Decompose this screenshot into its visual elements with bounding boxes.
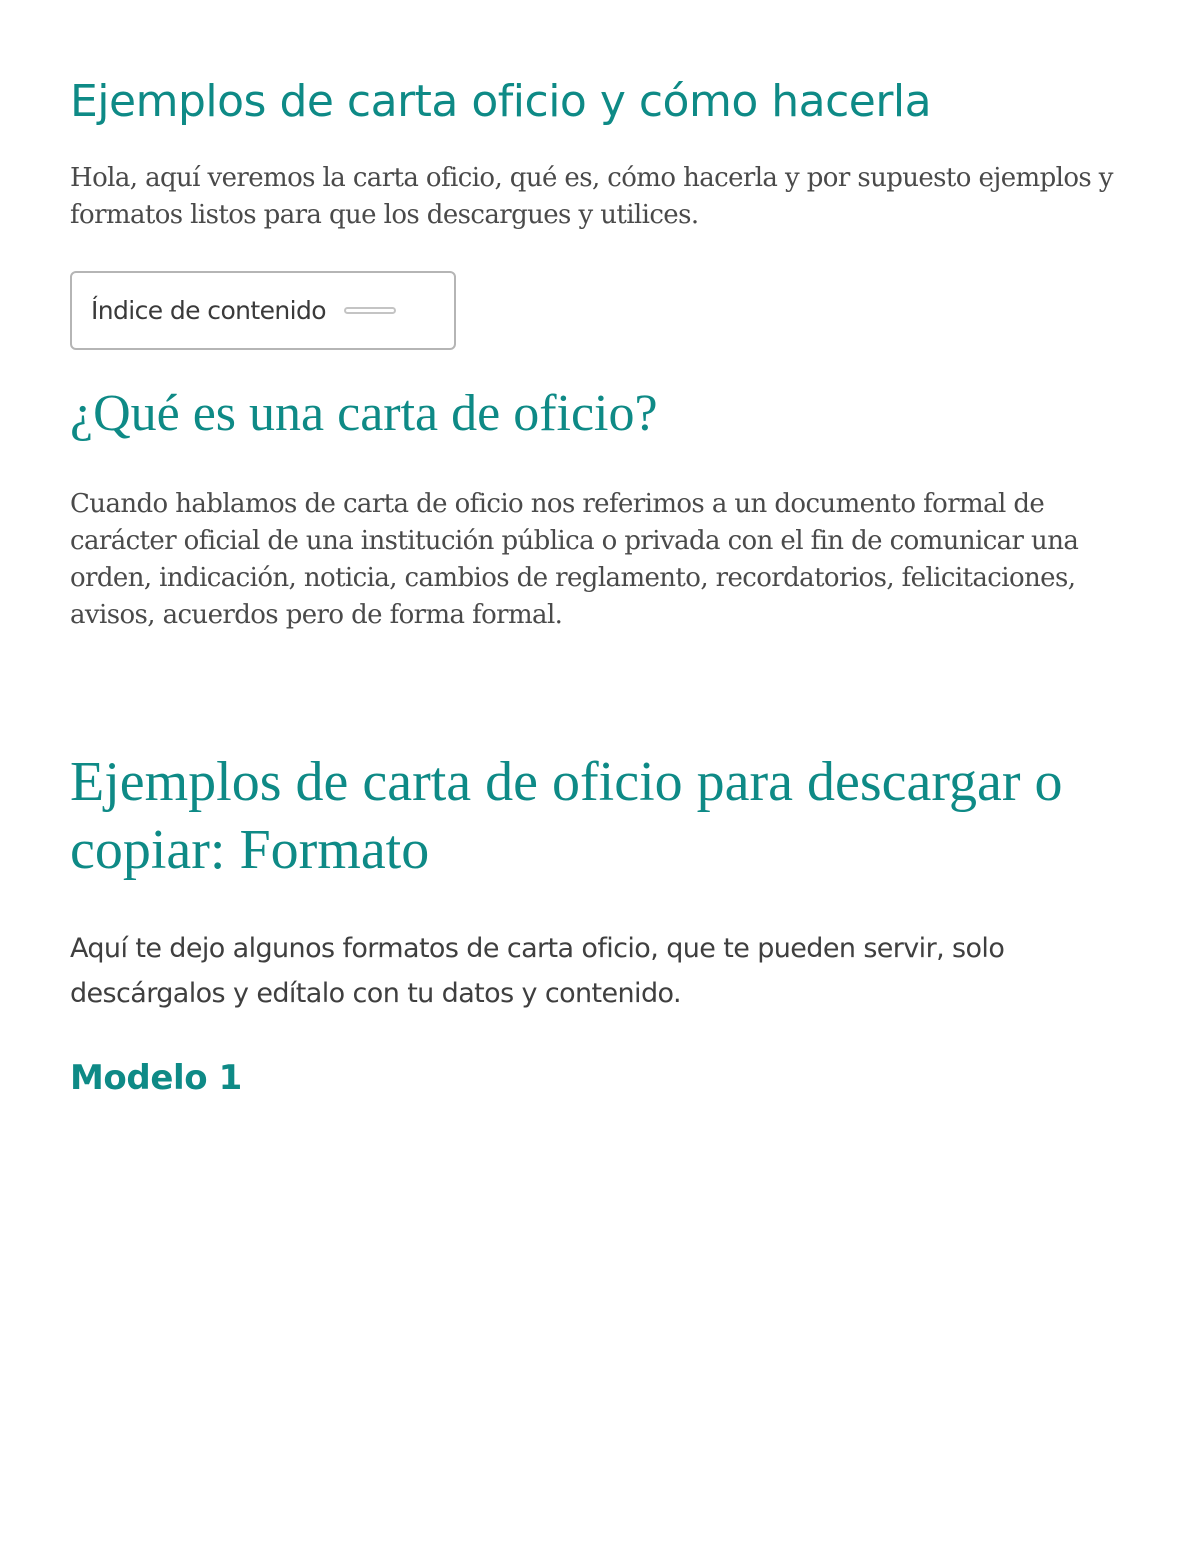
toc-label: Índice de contenido xyxy=(91,296,326,325)
section-heading-what-is: ¿Qué es una carta de oficio? xyxy=(70,385,658,442)
model-heading: Modelo 1 xyxy=(70,1058,242,1098)
table-of-contents-toggle[interactable] xyxy=(70,271,456,350)
definition-paragraph: Cuando hablamos de carta de oficio nos referimos a un documento formal de carácter oficial de una institución pública o privada con el fin de comunicar una orden, indicación, noticia, cambios de reglamento, recordatorios, felicitaciones, avisos, acuerdos pero de forma formal. xyxy=(70,489,1079,630)
section-heading-examples: Ejemplos de carta de oficio para descargar o copiar: Formato xyxy=(70,751,1063,881)
toggle-icon[interactable] xyxy=(344,307,396,314)
intro-paragraph: Hola, aquí veremos la carta oficio, qué es, cómo hacerla y por supuesto ejemplos y formatos listos para que los descargues y utilices. xyxy=(70,163,1113,230)
page-title: Ejemplos de carta oficio y cómo hacerla xyxy=(70,76,932,127)
formats-paragraph: Aquí te dejo algunos formatos de carta oficio, que te pueden servir, solo descárgalos y edítalo con tu datos y contenido. xyxy=(70,933,1005,1009)
